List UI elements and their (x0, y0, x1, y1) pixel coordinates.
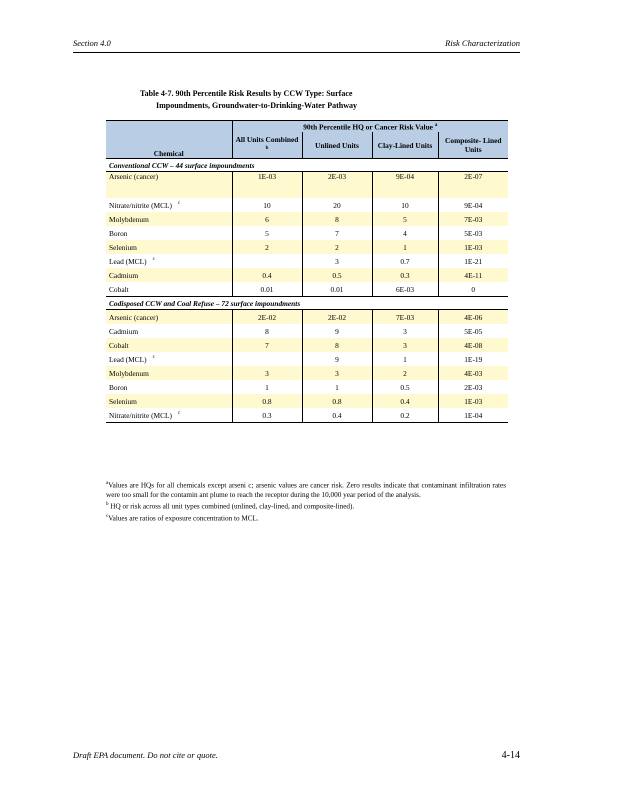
chemical-cell (106, 338, 232, 352)
footnote-c-mark: c (106, 514, 109, 520)
composite-lined-cell (438, 380, 508, 394)
table-row (106, 226, 508, 240)
all-units-cell-text: 3 (265, 368, 269, 378)
page-footer (73, 750, 520, 760)
clay-lined-cell (372, 198, 438, 212)
table-row (106, 268, 508, 282)
header-blank-cell (106, 121, 232, 133)
col-header-chemical: Chemical (106, 132, 232, 159)
unlined-cell-text: 2E-02 (327, 312, 347, 322)
composite-lined-cell (438, 240, 508, 254)
clay-lined-cell-text: 0.4 (400, 396, 410, 406)
chemical-cell (106, 198, 232, 212)
footnote-mark: c (152, 257, 155, 263)
chemical-cell (106, 408, 232, 423)
chemical-cell (106, 366, 232, 380)
all-units-cell-text: 0.01 (260, 284, 274, 294)
all-units-cell (232, 394, 302, 408)
chemical-cell-text: Boron (109, 228, 128, 238)
all-units-cell-text: 0.8 (262, 396, 272, 406)
unlined-cell (302, 226, 372, 240)
clay-lined-cell (372, 366, 438, 380)
all-units-cell (232, 338, 302, 352)
all-units-cell (232, 240, 302, 254)
chemical-cell (106, 394, 232, 408)
chemical-cell-text: Cadmium (109, 270, 139, 280)
composite-lined-cell (438, 268, 508, 282)
unlined-cell-text: 7 (335, 228, 339, 238)
all-units-cell (232, 254, 302, 268)
page-number: 4-14 (501, 750, 520, 761)
unlined-cell (302, 324, 372, 338)
clay-lined-cell (372, 408, 438, 423)
clay-lined-cell (372, 380, 438, 394)
codisposed-group-body (106, 297, 508, 423)
chemical-cell-text: Selenium (109, 396, 137, 406)
table-row (106, 338, 508, 352)
composite-lined-cell (438, 172, 508, 199)
unlined-cell-text: 9 (335, 326, 339, 336)
clay-lined-cell (372, 240, 438, 254)
composite-lined-cell (438, 408, 508, 423)
table-row (106, 352, 508, 366)
composite-lined-cell (438, 310, 508, 325)
clay-lined-cell (372, 268, 438, 282)
composite-lined-cell (438, 338, 508, 352)
unlined-cell (302, 310, 372, 325)
footnote-b-text: HQ or risk across all unit types combined (unlined, clay-lined, and composite-lined). (110, 502, 355, 511)
table-row (106, 394, 508, 408)
footnote-b (106, 500, 506, 512)
unlined-cell-text: 0.5 (332, 270, 342, 280)
unlined-cell (302, 198, 372, 212)
clay-lined-cell (372, 338, 438, 352)
all-units-cell-text: 7 (265, 340, 269, 350)
chemical-cell (106, 240, 232, 254)
composite-lined-cell (438, 282, 508, 297)
clay-lined-cell-text: 1 (403, 242, 407, 252)
table-row (106, 172, 508, 199)
chemical-cell-text: Lead (MCL) (109, 354, 147, 364)
all-units-cell (232, 324, 302, 338)
chemical-cell-text: Nitrate/nitrite (MCL) (109, 200, 173, 210)
unlined-cell (302, 240, 372, 254)
caption-line-2: Impoundments, Groundwater-to-Drinking-Water Pathway (156, 101, 357, 110)
composite-lined-cell-text: 4E-11 (464, 270, 483, 280)
chemical-cell-text: Lead (MCL) (109, 256, 147, 266)
all-units-cell-text: 1 (265, 382, 269, 392)
col-header-all (232, 132, 302, 159)
footnote-a-mark: a (106, 481, 109, 486)
chemical-cell-text: Arsenic (cancer) (109, 172, 159, 181)
all-units-cell (232, 408, 302, 423)
composite-lined-cell-text: 1E-19 (464, 354, 483, 364)
table-row (106, 380, 508, 394)
chemical-cell-text: Molybdenum (109, 368, 149, 378)
table-row (106, 408, 508, 423)
unlined-cell-text: 9 (335, 354, 339, 364)
table-row (106, 254, 508, 268)
unlined-cell (302, 408, 372, 423)
clay-lined-cell-text: 10 (401, 200, 409, 210)
all-units-cell (232, 380, 302, 394)
composite-lined-cell-text: 1E-04 (464, 410, 483, 420)
composite-lined-cell-text: 2E-07 (464, 172, 483, 181)
unlined-cell-text: 2 (335, 242, 339, 252)
unlined-cell-text: 0.8 (332, 396, 342, 406)
chemical-cell (106, 282, 232, 297)
composite-lined-cell (438, 226, 508, 240)
footnote-b-mark: b (106, 502, 109, 508)
composite-lined-cell-text: 9E-04 (464, 200, 483, 210)
composite-lined-cell-text: 1E-21 (464, 256, 483, 266)
unlined-cell (302, 352, 372, 366)
chemical-cell (106, 254, 232, 268)
chemical-cell (106, 212, 232, 226)
clay-lined-cell (372, 394, 438, 408)
footnote-a (106, 479, 506, 500)
chemical-cell-text: Selenium (109, 242, 137, 252)
composite-lined-cell-text: 2E-03 (464, 382, 483, 392)
all-units-cell (232, 352, 302, 366)
unlined-cell-text: 2E-03 (327, 172, 347, 181)
all-units-cell-text: 2 (265, 242, 269, 252)
col-header-all-text: All Units Combined (235, 135, 299, 145)
all-units-cell (232, 226, 302, 240)
composite-lined-cell (438, 198, 508, 212)
clay-lined-cell (372, 352, 438, 366)
chemical-cell (106, 268, 232, 282)
footnote-c (106, 512, 506, 524)
caption-line-1: Table 4-7. 90th Percentile Risk Results by CCW Type: Surface (140, 89, 353, 98)
footnote-mark: c (178, 411, 181, 417)
table-caption (140, 88, 460, 112)
footnote-a-text: Values are HQs for all chemicals except arseni c; arsenic values are cancer risk. Zero results indicate that contaminant infiltration rates were too small for the contamin ant plume to reach the receptor during the 10,000 year period of the analysis. (106, 481, 506, 499)
group-label-conventional: Conventional CCW – 44 surface impoundments (109, 160, 255, 170)
clay-lined-cell-text: 7E-03 (395, 312, 415, 322)
group-row-codisposed (106, 297, 508, 310)
clay-lined-cell-text: 0.3 (400, 270, 410, 280)
composite-lined-cell-text: 1E-03 (464, 396, 483, 406)
col-header-composite: Composite- Lined Units (438, 132, 508, 159)
table-row (106, 212, 508, 226)
all-units-cell-text: 8 (265, 326, 269, 336)
composite-lined-cell-text: 4E-03 (464, 368, 483, 378)
all-units-cell-text: 0.4 (262, 270, 272, 280)
unlined-cell-text: 8 (335, 340, 339, 350)
composite-lined-cell-text: 4E-06 (464, 312, 483, 322)
span-header (232, 121, 508, 133)
table-row (106, 310, 508, 325)
chemical-cell (106, 352, 232, 366)
all-units-cell (232, 198, 302, 212)
all-units-cell (232, 282, 302, 297)
unlined-cell (302, 394, 372, 408)
composite-lined-cell (438, 366, 508, 380)
all-units-cell (232, 172, 302, 199)
clay-lined-cell-text: 1 (403, 354, 407, 364)
section-label: Section 4.0 (73, 38, 111, 48)
running-header (73, 38, 520, 53)
composite-lined-cell (438, 324, 508, 338)
group-row-conventional (106, 159, 508, 172)
clay-lined-cell-text: 0.7 (400, 256, 410, 266)
unlined-cell-text: 8 (335, 214, 339, 224)
chemical-cell (106, 172, 232, 199)
unlined-cell-text: 0.01 (330, 284, 344, 294)
clay-lined-cell (372, 282, 438, 297)
table-row (106, 198, 508, 212)
group-label-codisposed: Codisposed CCW and Coal Refuse – 72 surface impoundments (109, 298, 301, 308)
footnote-mark: c (152, 355, 155, 361)
conventional-group-body (106, 159, 508, 297)
clay-lined-cell (372, 310, 438, 325)
table-row (106, 324, 508, 338)
unlined-cell (302, 338, 372, 352)
unlined-cell-text: 20 (333, 200, 341, 210)
clay-lined-cell-text: 2 (403, 368, 407, 378)
clay-lined-cell-text: 6E-03 (395, 284, 415, 294)
table-row (106, 366, 508, 380)
chemical-cell-text: Cadmium (109, 326, 139, 336)
unlined-cell (302, 268, 372, 282)
clay-lined-cell-text: 9E-04 (395, 172, 415, 181)
chapter-label: Risk Characterization (445, 38, 520, 48)
all-units-cell-text: 2E-02 (257, 312, 277, 322)
footnotes (106, 479, 506, 524)
all-units-cell-text: 1E-03 (257, 172, 277, 181)
all-units-cell-text: 6 (265, 214, 269, 224)
chemical-cell-text: Cobalt (109, 284, 129, 294)
composite-lined-cell-text: 0 (471, 284, 476, 294)
clay-lined-cell (372, 226, 438, 240)
unlined-cell (302, 254, 372, 268)
composite-lined-cell (438, 352, 508, 366)
col-header-unlined: Unlined Units (302, 132, 372, 159)
unlined-cell (302, 380, 372, 394)
footnote-mark: c (178, 201, 181, 207)
composite-lined-cell-text: 4E-08 (464, 340, 483, 350)
all-units-cell (232, 212, 302, 226)
unlined-cell-text: 1 (335, 382, 339, 392)
clay-lined-cell-text: 4 (403, 228, 407, 238)
chemical-cell-text: Arsenic (cancer) (109, 312, 159, 322)
footnote-c-text: Values are ratios of exposure concentration to MCL. (108, 514, 259, 523)
chemical-cell-text: Molybdenum (109, 214, 149, 224)
table-row (106, 282, 508, 297)
composite-lined-cell (438, 254, 508, 268)
clay-lined-cell (372, 324, 438, 338)
clay-lined-cell-text: 0.5 (400, 382, 410, 392)
clay-lined-cell (372, 172, 438, 199)
composite-lined-cell (438, 212, 508, 226)
chemical-cell-text: Cobalt (109, 340, 129, 350)
chemical-cell (106, 310, 232, 325)
col-header-all-footnote-b: b (265, 146, 269, 152)
risk-results-table (106, 120, 508, 423)
unlined-cell (302, 366, 372, 380)
unlined-cell-text: 3 (335, 368, 339, 378)
chemical-cell (106, 324, 232, 338)
composite-lined-cell (438, 394, 508, 408)
chemical-cell (106, 226, 232, 240)
unlined-cell (302, 172, 372, 199)
chemical-cell (106, 380, 232, 394)
all-units-cell-text: 5 (265, 228, 269, 238)
chemical-cell-text: Nitrate/nitrite (MCL) (109, 410, 173, 420)
clay-lined-cell-text: 3 (403, 340, 407, 350)
all-units-cell (232, 366, 302, 380)
span-header-text: 90th Percentile HQ or Cancer Risk Value (303, 122, 433, 132)
clay-lined-cell-text: 5 (403, 214, 407, 224)
clay-lined-cell-text: 3 (403, 326, 407, 336)
composite-lined-cell-text: 5E-05 (464, 326, 483, 336)
composite-lined-cell-text: 7E-03 (464, 214, 483, 224)
clay-lined-cell-text: 0.2 (400, 410, 410, 420)
unlined-cell-text: 0.4 (332, 410, 342, 420)
composite-lined-cell-text: 1E-03 (464, 242, 483, 252)
all-units-cell-text: 10 (263, 200, 271, 210)
table-row (106, 240, 508, 254)
unlined-cell (302, 282, 372, 297)
draft-notice: Draft EPA document. Do not cite or quote. (73, 750, 218, 760)
composite-lined-cell-text: 5E-03 (464, 228, 483, 238)
chemical-cell-text: Boron (109, 382, 128, 392)
clay-lined-cell (372, 254, 438, 268)
clay-lined-cell (372, 212, 438, 226)
all-units-cell (232, 268, 302, 282)
span-header-footnote-a: a (434, 123, 438, 129)
all-units-cell (232, 310, 302, 325)
all-units-cell-text: 0.3 (262, 410, 272, 420)
col-header-clay: Clay-Lined Units (372, 132, 438, 159)
unlined-cell-text: 3 (335, 256, 339, 266)
unlined-cell (302, 212, 372, 226)
